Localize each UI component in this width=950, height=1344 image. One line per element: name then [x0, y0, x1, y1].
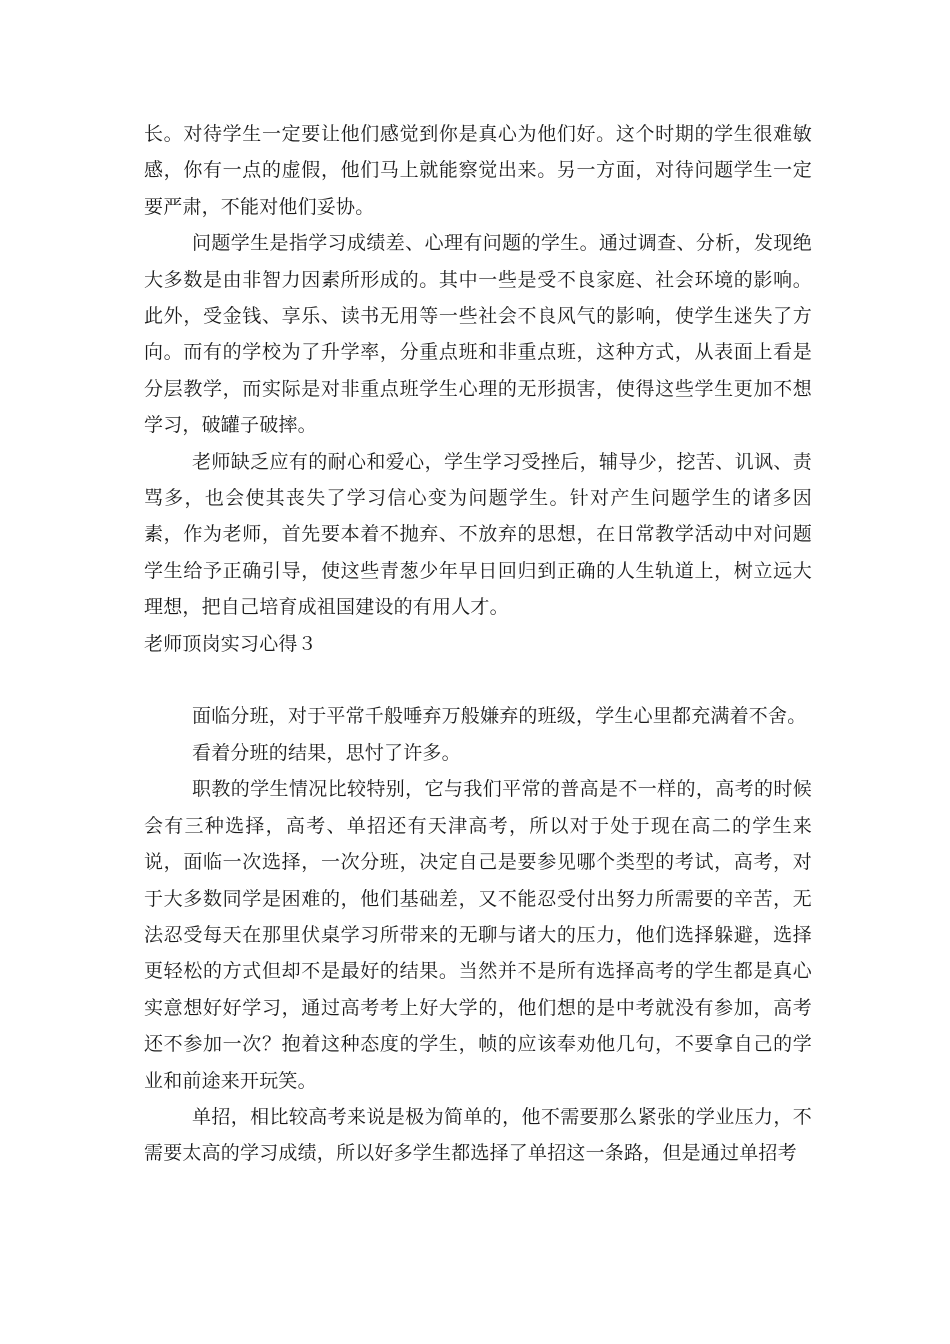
- section-title: 老师顶岗实习心得３: [144, 632, 317, 655]
- blank-line: [144, 662, 812, 698]
- paragraph-2: 问题学生是指学习成绩差、心理有问题的学生。通过调查、分析，发现绝大多数是由非智力因素所形成的。其中一些是受不良家庭、社会环境的影响。此外，受金钱、享乐、读书无用等一些社会不良风气的影响，使学生迷失了方向。而有的学校为了升学率，分重点班和非重点班，这种方式，从表面上看是分层教学，而实际是对非重点班学生心理的无形损害，使得这些学生更加不想学习，破罐子破摔。: [144, 232, 812, 437]
- paragraph-3: 老师缺乏应有的耐心和爱心，学生学习受挫后，辅导少，挖苦、讥讽、责骂多，也会使其丧失了学习信心变为问题学生。针对产生问题学生的诸多因素，作为老师，首先要本着不抛弃、不放弃的思想，在日常教学活动中对问题学生给予正确引导，使这些青葱少年早日回归到正确的人生轨道上，树立远大理想，把自己培育成祖国建设的有用人才。: [144, 450, 812, 619]
- section-paragraph-2: 看着分班的结果，思忖了许多。: [192, 741, 461, 764]
- section-paragraph-1: 面临分班，对于平常千般唾弃万般嫌弃的班级，学生心里都充满着不舍。: [192, 705, 807, 728]
- section-paragraph-4: 单招，相比较高考来说是极为简单的，他不需要那么紧张的学业压力，不需要太高的学习成绩，所以好多学生都选择了单招这一条路，但是通过单招考: [144, 1105, 812, 1165]
- paragraph-1: 长。对待学生一定要让他们感觉到你是真心为他们好。这个时期的学生很难敏感，你有一点的虚假，他们马上就能察觉出来。另一方面，对待问题学生一定要严肃，不能对他们妥协。: [144, 123, 812, 218]
- document-page: [144, 116, 812, 1172]
- section-paragraph-3: 职教的学生情况比较特别，它与我们平常的普高是不一样的，高考的时候会有三种选择，高考、单招还有天津高考，所以对于处于现在高二的学生来说，面临一次选择，一次分班，决定自己是要参见哪个类型的考试，高考，对于大多数同学是困难的，他们基础差，又不能忍受付出努力所需要的辛苦，无法忍受每天在那里伏桌学习所带来的无聊与诸大的压力，他们选择躲避，选择更轻松的方式但却不是最好的结果。当然并不是所有选择高考的学生都是真心实意想好好学习，通过高考考上好大学的，他们想的是中考就没有参加，高考还不参加一次？抱着这种态度的学生，帧的应该奉劝他几句，不要拿自己的学业和前途来开玩笑。: [144, 778, 812, 1092]
